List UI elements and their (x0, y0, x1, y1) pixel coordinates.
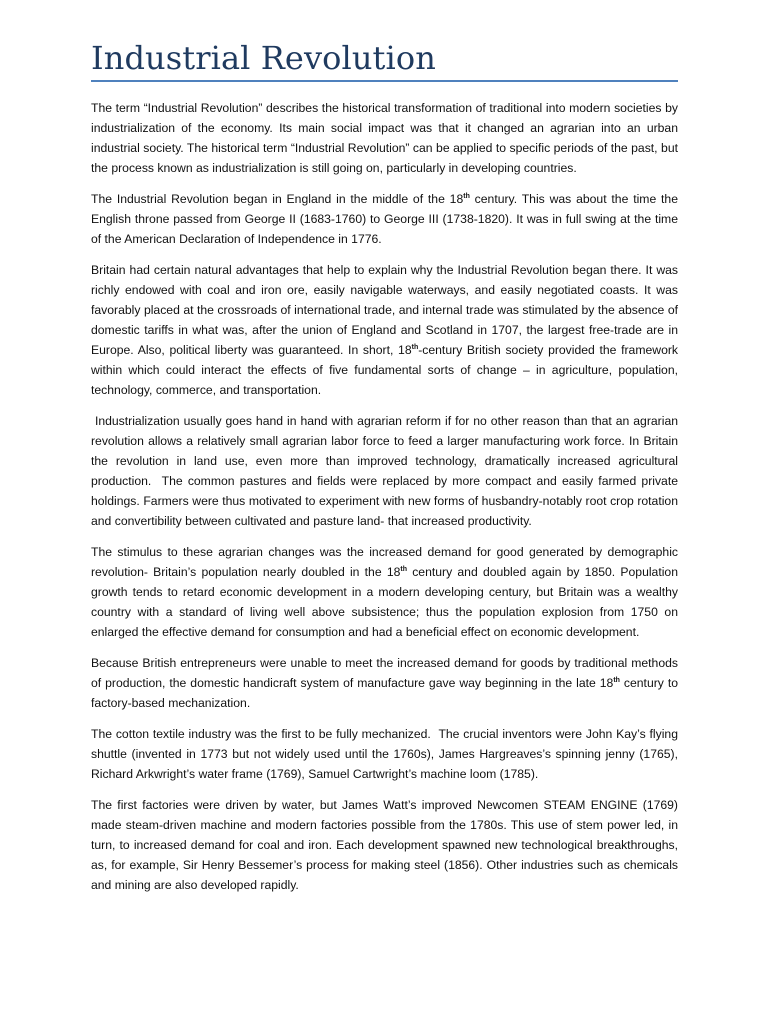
superscript-th: th (613, 676, 620, 684)
paragraph-8: The first factories were driven by water, but James Watt’s improved Newcomen STEAM ENGINE (1769) made steam-driven machine and modern factories possible from the 1780s. This use of stem power led, in turn, to increased demand for coal and iron. Each development spawned new technological breakthroughs, as, for example, Sir Henry Bessemer’s process for making steel (1856). Other industries such as chemicals and mining are also developed rapidly. (91, 798, 678, 892)
paragraph-2-text-a: The Industrial Revolution began in England in the middle of the 18 (91, 192, 464, 206)
superscript-th: th (400, 565, 407, 573)
document-title: Industrial Revolution (91, 39, 436, 77)
paragraph-6-text-b: century to factory-based mechanization. (91, 676, 678, 710)
paragraph-2-text-b: century. This was about the time the English throne passed from George II (1683-1760) to George III (1738-1820). It was in full swing at the time of the American Declaration of Independence in 1776. (91, 192, 678, 246)
paragraph-6-text-a: Because British entrepreneurs were unable to meet the increased demand for goods by traditional methods of production, the domestic handicraft system of manufacture gave way beginning in the late 18 (91, 656, 678, 690)
paragraph-3-text-b: -century British society provided the framework within which could interact the effects of five fundamental sorts of change – in agriculture, population, technology, commerce, and transportation. (91, 343, 678, 397)
paragraph-1: The term “Industrial Revolution” describes the historical transformation of traditional into modern societies by industrialization of the economy. Its main social impact was that it changed an agrarian into an urban industrial society. The historical term “Industrial Revolution” can be applied to specific periods of the past, but the process known as industrialization is still going on, particularly in developing countries. (91, 101, 678, 175)
paragraph-5-text-a: The stimulus to these agrarian changes was the increased demand for good generated by demographic revolution- Britain’s population nearly doubled in the 18 (91, 545, 678, 579)
title-underline-divider (91, 80, 678, 82)
document-body (91, 98, 678, 895)
paragraph-3 (91, 260, 678, 400)
paragraph-6 (91, 653, 678, 713)
superscript-th: th (411, 343, 419, 351)
superscript-th: th (463, 192, 470, 200)
paragraph-4: Industrialization usually goes hand in hand with agrarian reform if for no other reason than that an agrarian revolution allows a relatively small agrarian labor force to feed a larger manufacturing work force. In Britain the revolution in land use, even more than improved technology, dramatically increased agricultural production. The common pastures and fields were replaced by more compact and easily farmed private holdings. Farmers were thus motivated to experiment with new forms of husbandry-notably root crop rotation and convertibility between cultivated and pasture land- that increased productivity. (91, 414, 678, 528)
paragraph-5 (91, 542, 678, 642)
paragraph-3-text-a: Britain had certain natural advantages that help to explain why the Industrial Revolution began there. It was richly endowed with coal and iron ore, easily navigable waterways, and easily negotiated coasts. It was favorably placed at the crossroads of international trade, and internal trade was stimulated by the absence of domestic tariffs in what was, after the union of England and Scotland in 1707, the largest free-trade are in Europe. Also, political liberty was guaranteed. In short, 18 (91, 263, 678, 357)
paragraph-2 (91, 189, 678, 249)
paragraph-7: The cotton textile industry was the first to be fully mechanized. The crucial inventors were John Kay’s flying shuttle (invented in 1773 but not widely used until the 1760s), James Hargreaves’s spinning jenny (1765), Richard Arkwright’s water frame (1769), Samuel Cartwright’s machine loom (1785). (91, 727, 678, 781)
paragraph-5-text-b: century and doubled again by 1850. Population growth tends to retard economic development in a modern developing century, but Britain was a wealthy country with a standard of living well above subsistence; thus the population explosion from 1750 on enlarged the effective demand for consumption and had a beneficial effect on economic development. (91, 565, 678, 639)
